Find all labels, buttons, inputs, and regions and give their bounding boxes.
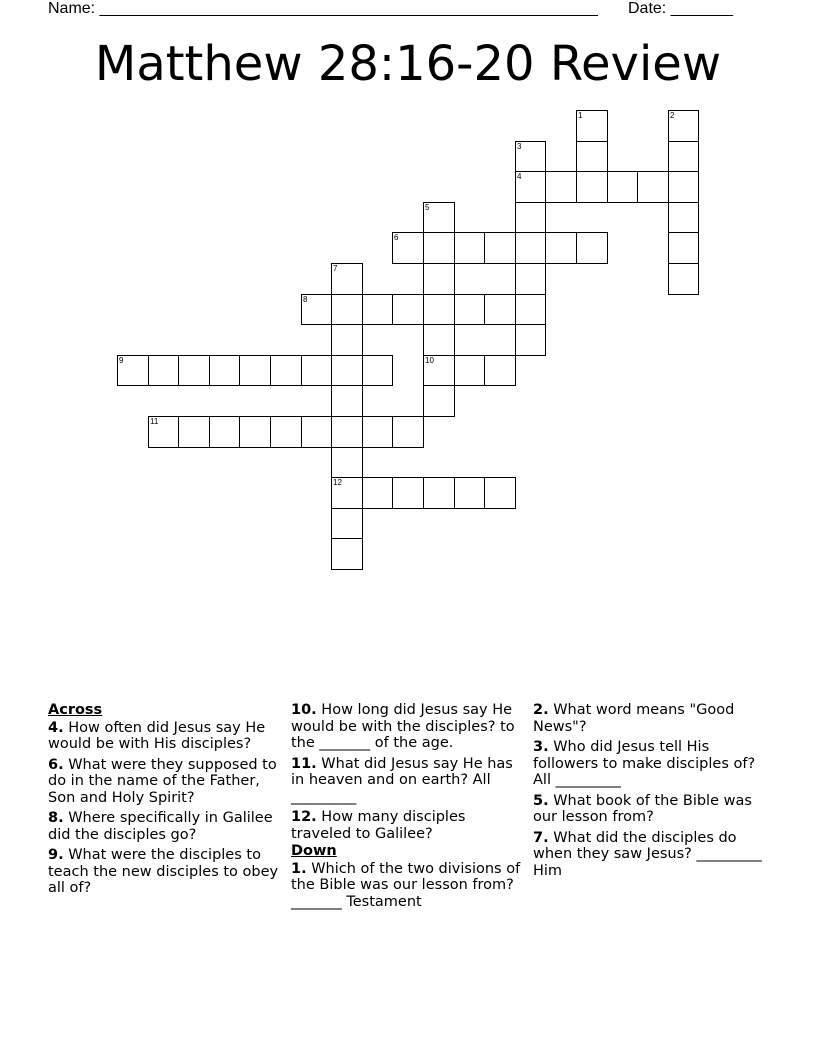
grid-cell[interactable]	[209, 355, 240, 386]
cell-number: 10	[425, 356, 434, 365]
grid-cell[interactable]	[515, 294, 546, 325]
grid-cell[interactable]	[301, 294, 332, 325]
cell-number: 6	[394, 233, 399, 242]
page-title: Matthew 28:16-20 Review	[94, 36, 722, 92]
clue-across-9: 9. What were the disciples to teach the new disciples to obey all of?	[48, 847, 279, 896]
grid-cell[interactable]	[362, 477, 393, 509]
clue-down-3: 3. Who did Jesus tell His followers to make disciples of? All _________	[533, 739, 756, 788]
grid-cell[interactable]	[331, 508, 363, 539]
clue-down-7: 7. What did the disciples do when they saw Jesus? _________ Him	[533, 829, 762, 879]
grid-cell[interactable]	[668, 110, 699, 142]
grid-cell[interactable]	[423, 263, 455, 295]
grid-cell[interactable]	[331, 324, 363, 356]
grid-cell[interactable]	[668, 141, 699, 172]
clues-column-2	[291, 702, 523, 914]
clue-down-1: 1. Which of the two divisions of the Bible was our lesson from? _______ Testament	[291, 860, 521, 910]
grid-cell[interactable]	[423, 477, 455, 509]
grid-cell[interactable]	[545, 171, 577, 203]
clue-across-12: 12. How many disciples traveled to Galilee?	[291, 809, 466, 842]
cell-number: 9	[119, 356, 124, 365]
cell-number: 12	[333, 478, 342, 487]
date-field[interactable]: Date: _______	[628, 0, 733, 17]
grid-cell[interactable]	[423, 355, 455, 386]
grid-cell[interactable]	[515, 232, 546, 264]
grid-cell[interactable]	[331, 416, 363, 448]
grid-cell[interactable]	[392, 232, 424, 264]
cell-number: 11	[150, 417, 159, 426]
grid-cell[interactable]	[607, 171, 638, 203]
grid-cell[interactable]	[301, 416, 332, 448]
grid-cell[interactable]	[515, 324, 546, 356]
grid-cell[interactable]	[515, 202, 546, 233]
clue-across-11: 11. What did Jesus say He has in heaven and on earth? All _________	[291, 755, 513, 805]
grid-cell[interactable]	[331, 355, 363, 386]
grid-cell[interactable]	[454, 477, 485, 509]
name-field[interactable]: Name: ________________________________________________________	[48, 0, 598, 17]
grid-cell[interactable]	[178, 416, 210, 448]
grid-cell[interactable]	[239, 416, 271, 448]
grid-cell[interactable]	[362, 355, 393, 386]
grid-cell[interactable]	[362, 416, 393, 448]
grid-cell[interactable]	[668, 171, 699, 203]
grid-cell[interactable]	[454, 355, 485, 386]
grid-cell[interactable]	[392, 477, 424, 509]
clue-down-2: 2. What word means "Good News"?	[533, 702, 735, 735]
grid-cell[interactable]	[148, 416, 179, 448]
grid-cell[interactable]	[331, 477, 363, 509]
grid-cell[interactable]	[484, 355, 516, 386]
grid-cell[interactable]	[668, 232, 699, 264]
grid-cell[interactable]	[148, 355, 179, 386]
grid-cell[interactable]	[637, 171, 669, 203]
clue-down-5: 5. What book of the Bible was our lesson from?	[533, 792, 752, 825]
grid-cell[interactable]	[423, 324, 455, 356]
grid-cell[interactable]	[515, 263, 546, 295]
grid-cell[interactable]	[576, 141, 608, 172]
clue-across-4: 4. How often did Jesus say He would be with His disciples?	[48, 719, 266, 752]
clues-column-3	[533, 702, 769, 883]
grid-cell[interactable]	[301, 355, 332, 386]
grid-cell[interactable]	[209, 416, 240, 448]
grid-cell[interactable]	[423, 385, 455, 417]
grid-cell[interactable]	[331, 447, 363, 478]
grid-cell[interactable]	[423, 202, 455, 233]
grid-cell[interactable]	[454, 294, 485, 325]
grid-cell[interactable]	[515, 171, 546, 203]
clue-across-6: 6. What were they supposed to do in the name of the Father, Son and Holy Spirit?	[48, 756, 277, 806]
grid-cell[interactable]	[454, 232, 485, 264]
grid-cell[interactable]	[515, 141, 546, 172]
grid-cell[interactable]	[576, 232, 608, 264]
clue-across-10: 10. How long did Jesus say He would be with the disciples? to the _______ of the age.	[291, 702, 515, 751]
grid-cell[interactable]	[331, 294, 363, 325]
cell-number: 5	[425, 203, 430, 212]
grid-cell[interactable]	[239, 355, 271, 386]
clue-across-8: 8. Where specifically in Galilee did the disciples go?	[48, 810, 273, 843]
grid-cell[interactable]	[576, 110, 608, 142]
grid-cell[interactable]	[484, 294, 516, 325]
grid-cell[interactable]	[545, 232, 577, 264]
grid-cell[interactable]	[362, 294, 393, 325]
cell-number: 1	[578, 111, 583, 120]
grid-cell[interactable]	[178, 355, 210, 386]
grid-cell[interactable]	[668, 263, 699, 295]
grid-cell[interactable]	[484, 232, 516, 264]
clues-column-1	[48, 702, 284, 901]
grid-cell[interactable]	[484, 477, 516, 509]
grid-cell[interactable]	[576, 171, 608, 203]
grid-cell[interactable]	[392, 294, 424, 325]
cell-number: 3	[517, 142, 522, 151]
down-heading: Down	[291, 843, 337, 859]
grid-cell[interactable]	[423, 294, 455, 325]
grid-cell[interactable]	[270, 416, 302, 448]
grid-cell[interactable]	[270, 355, 302, 386]
cell-number: 7	[333, 264, 338, 273]
grid-cell[interactable]	[668, 202, 699, 233]
cell-number: 8	[303, 295, 308, 304]
cell-number: 4	[517, 172, 522, 181]
grid-cell[interactable]	[423, 232, 455, 264]
cell-number: 2	[670, 111, 675, 120]
grid-cell[interactable]	[331, 385, 363, 417]
across-heading: Across	[48, 702, 103, 718]
grid-cell[interactable]	[392, 416, 424, 448]
grid-cell[interactable]	[331, 263, 363, 295]
grid-cell[interactable]	[117, 355, 149, 386]
grid-cell[interactable]	[331, 538, 363, 570]
